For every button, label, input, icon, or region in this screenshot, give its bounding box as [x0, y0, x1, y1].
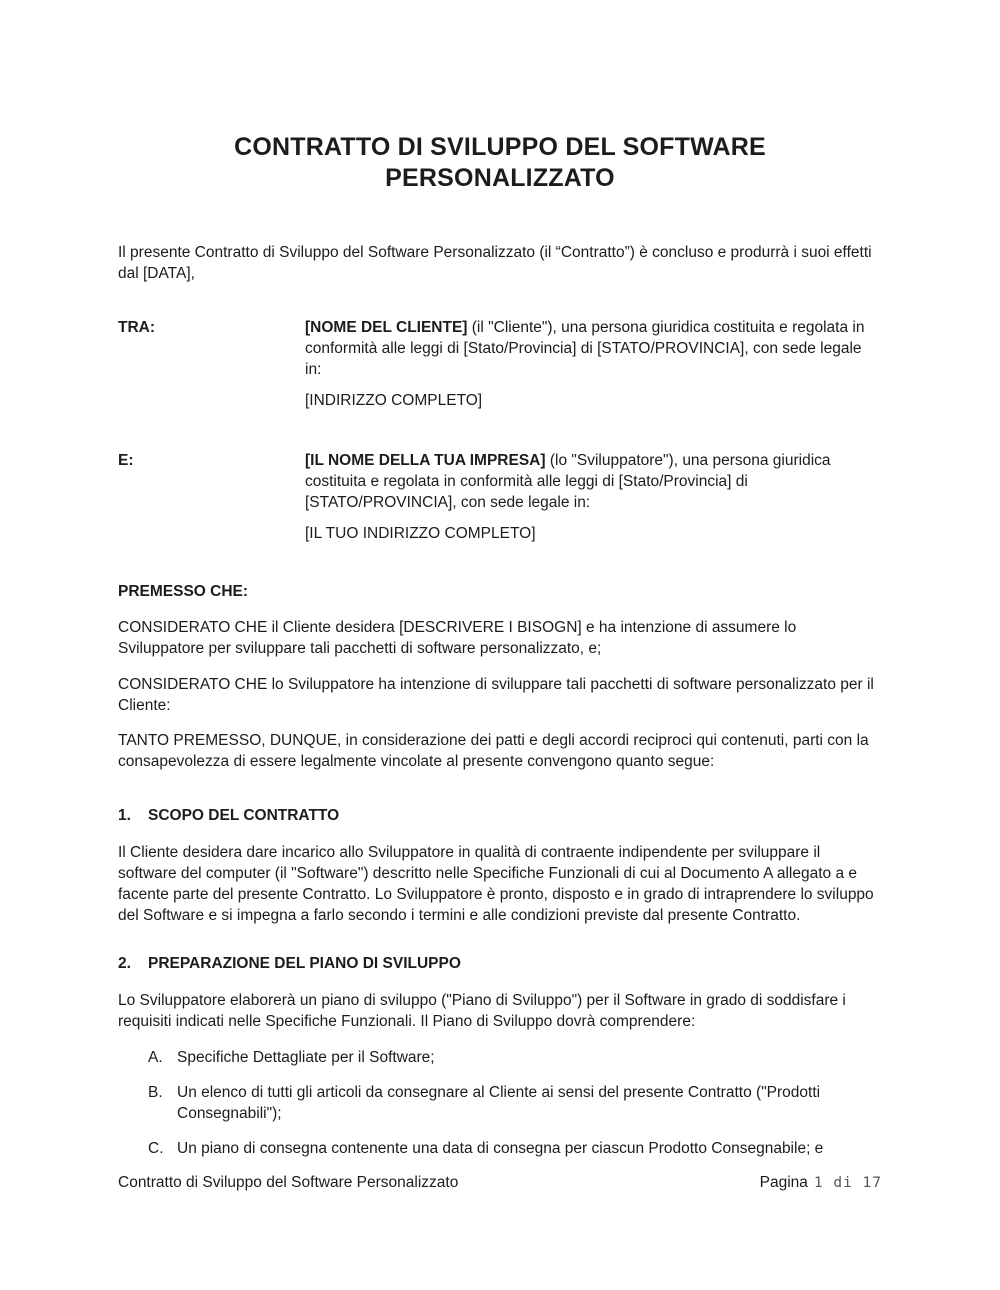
party-label-tra: TRA: — [118, 319, 156, 336]
party-description-text: (lo "Sviluppatore"), una persona giuridica costituita e regolata in conformità alle leggi di [Stato/Provincia] di [STATO/PROVINCIA], con sede legale in: — [305, 452, 831, 511]
party-description — [305, 450, 882, 513]
deliverables-list — [118, 1047, 882, 1159]
list-text: Specifiche Dettagliate per il Software; — [177, 1049, 435, 1066]
list-letter: B. — [148, 1084, 163, 1101]
page-label: Pagina — [759, 1174, 808, 1191]
intro-paragraph: Il presente Contratto di Sviluppo del Software Personalizzato (il “Contratto”) è concluso e produrrà i suoi effetti dal [DATA], — [118, 244, 872, 282]
party-body — [305, 317, 882, 411]
recital-paragraph: CONSIDERATO CHE lo Sviluppatore ha intenzione di sviluppare tali pacchetti di software personalizzato per il Cliente: — [118, 676, 874, 714]
list-item — [148, 1082, 882, 1124]
section-number: 2. — [118, 955, 131, 972]
list-letter: A. — [148, 1049, 163, 1066]
list-text: Un elenco di tutti gli articoli da consegnare al Cliente ai sensi del presente Contratto ("Prodotti Consegnabili"); — [177, 1084, 821, 1122]
section-heading-2 — [118, 953, 882, 974]
party-name-placeholder: [IL NOME DELLA TUA IMPRESA] — [305, 452, 546, 469]
footer-pagination — [760, 1172, 882, 1194]
parties-block — [118, 317, 882, 544]
page-footer — [118, 1172, 882, 1194]
party-description-text: (il "Cliente"), una persona giuridica costituita e regolata in conformità alle leggi di [Stato/Provincia] di [STATO/PROVINCIA], con sede legale in: — [305, 319, 865, 378]
section-title: SCOPO DEL CONTRATTO — [148, 807, 340, 824]
party-row-client — [118, 317, 882, 411]
recitals-heading: PREMESSO CHE: — [118, 583, 249, 600]
party-description — [305, 317, 882, 380]
section-title: PREPARAZIONE DEL PIANO DI SVILUPPO — [148, 955, 461, 972]
section-heading-1 — [118, 805, 882, 826]
list-letter: C. — [148, 1140, 164, 1157]
list-text: Un piano di consegna contenente una data di consegna per ciascun Prodotto Consegnabile; e — [177, 1140, 824, 1157]
section-number: 1. — [118, 807, 131, 824]
page-title: CONTRATTO DI SVILUPPO DEL SOFTWARE PERSONALIZZATO — [234, 133, 766, 192]
footer-document-title: Contratto di Sviluppo del Software Personalizzato — [118, 1174, 459, 1191]
recital-paragraph: CONSIDERATO CHE il Cliente desidera [DESCRIVERE I BISOGN] e ha intenzione di assumere lo Sviluppatore per sviluppare tali pacchetti di software personalizzato, e; — [118, 619, 797, 657]
list-item — [148, 1047, 882, 1068]
party-body — [305, 450, 882, 544]
recital-paragraph: TANTO PREMESSO, DUNQUE, in considerazione dei patti e degli accordi reciproci qui contenuti, parti con la consapevolezza di essere legalmente vincolate al presente convengono quanto segue: — [118, 732, 869, 770]
party-name-placeholder: [NOME DEL CLIENTE] — [305, 319, 468, 336]
page-number: 1 di 17 — [813, 1175, 882, 1191]
section-body-1: Il Cliente desidera dare incarico allo Sviluppatore in qualità di contraente indipendente per sviluppare il software del computer (il "Software") descritto nelle Specifiche Funzionali di cui al Documento A allegato a e facente parte del presente Contratto. Lo Sviluppatore è pronto, disposto e in grado di intraprendere lo sviluppo del Software e si impegna a farlo secondo i termini e alle condizioni previste dal presente Contratto. — [118, 844, 874, 924]
party-label-e: E: — [118, 452, 134, 469]
party-row-developer — [118, 450, 882, 544]
party-address-placeholder: [IL TUO INDIRIZZO COMPLETO] — [305, 525, 536, 542]
section-body-2: Lo Sviluppatore elaborerà un piano di sviluppo ("Piano di Sviluppo") per il Software in grado di soddisfare i requisiti indicati nelle Specifiche Funzionali. Il Piano di Sviluppo dovrà comprendere: — [118, 992, 846, 1030]
party-address-placeholder: [INDIRIZZO COMPLETO] — [305, 392, 483, 409]
list-item — [148, 1138, 882, 1159]
